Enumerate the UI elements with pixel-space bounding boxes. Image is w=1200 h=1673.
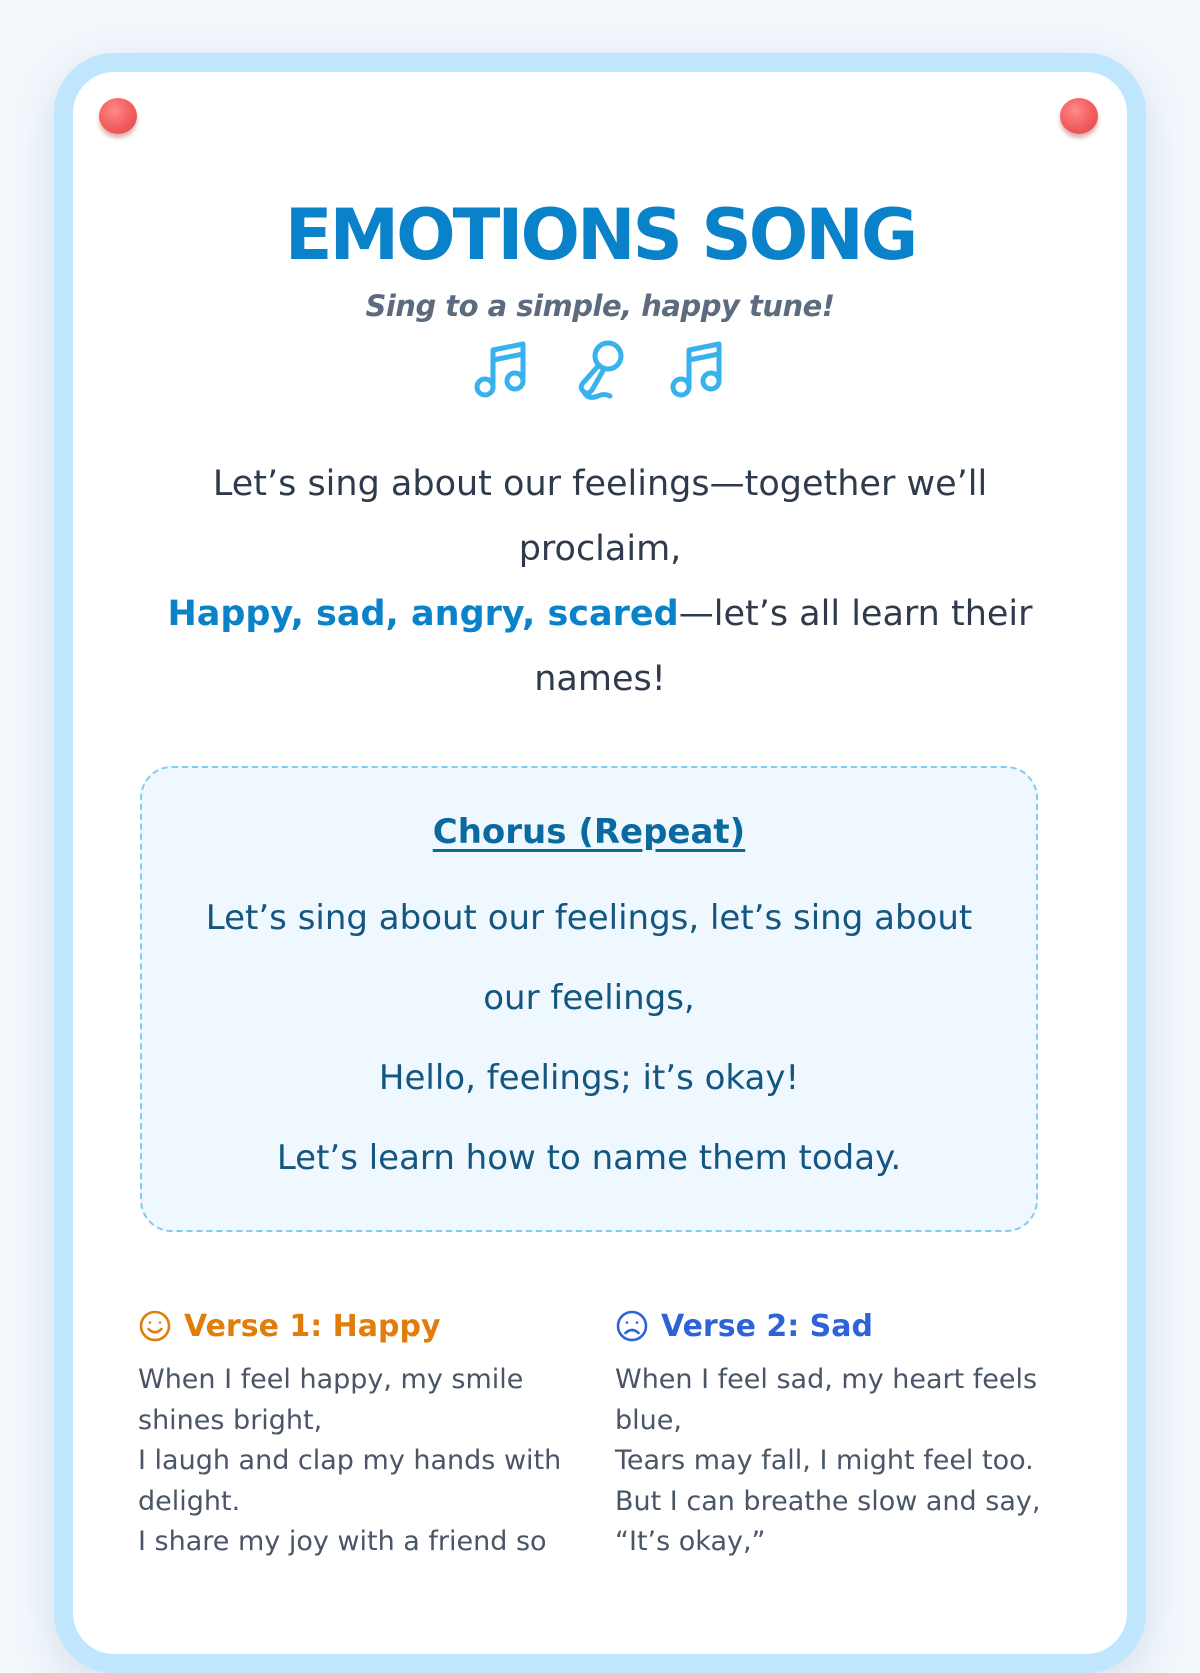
song-poster: [54, 53, 1146, 1673]
pushpin-left: [99, 98, 137, 134]
verse-title: Verse 2: Sad: [661, 1308, 874, 1344]
intro-verse: [163, 452, 1037, 712]
verse-header: [615, 1304, 1045, 1348]
icon-row: [73, 338, 1127, 402]
intro-line-2: —let’s all learn their names!: [534, 594, 1033, 699]
verse-lyrics: [138, 1360, 568, 1563]
music-note-icon: [472, 338, 532, 402]
page-subtitle: Sing to a simple, happy tune!: [365, 289, 835, 323]
smiley-face-icon: [138, 1309, 172, 1343]
verse-line: When I feel sad, my heart feels blue,: [615, 1364, 1038, 1436]
music-note-icon: [668, 338, 728, 402]
intro-emotion-highlight: Happy, sad, angry, scared: [167, 594, 679, 634]
microphone-icon: [570, 338, 630, 402]
pushpin-right: [1060, 98, 1098, 134]
chorus-lyrics: [182, 878, 996, 1198]
verse-line: I share my joy with a friend so: [138, 1526, 547, 1557]
verse-sad: [615, 1304, 1045, 1563]
chorus-line: Let’s sing about our feelings, let’s sing about our feelings,: [205, 898, 973, 1018]
intro-line-1: Let’s sing about our feelings—together we’ll proclaim,: [212, 464, 988, 569]
chorus-line: Let’s learn how to name them today.: [276, 1138, 902, 1178]
chorus-line: Hello, feelings; it’s okay!: [378, 1058, 800, 1098]
chorus-title: Chorus (Repeat): [432, 812, 746, 852]
verse-happy: [138, 1304, 568, 1563]
verse-line: “It’s okay,”: [615, 1526, 766, 1557]
page-title: EMOTIONS SONG: [284, 194, 916, 276]
verse-header: [138, 1304, 568, 1348]
verse-line: Tears may fall, I might feel too.: [615, 1445, 1034, 1476]
chorus-box: [140, 766, 1038, 1232]
verse-line: When I feel happy, my smile shines bright,: [138, 1364, 524, 1436]
verse-title: Verse 1: Happy: [184, 1308, 441, 1344]
verse-line: But I can breathe slow and say,: [615, 1485, 1041, 1517]
verse-lyrics: [615, 1360, 1045, 1563]
verse-line: I laugh and clap my hands with delight.: [138, 1445, 562, 1517]
sad-face-icon: [615, 1309, 649, 1343]
